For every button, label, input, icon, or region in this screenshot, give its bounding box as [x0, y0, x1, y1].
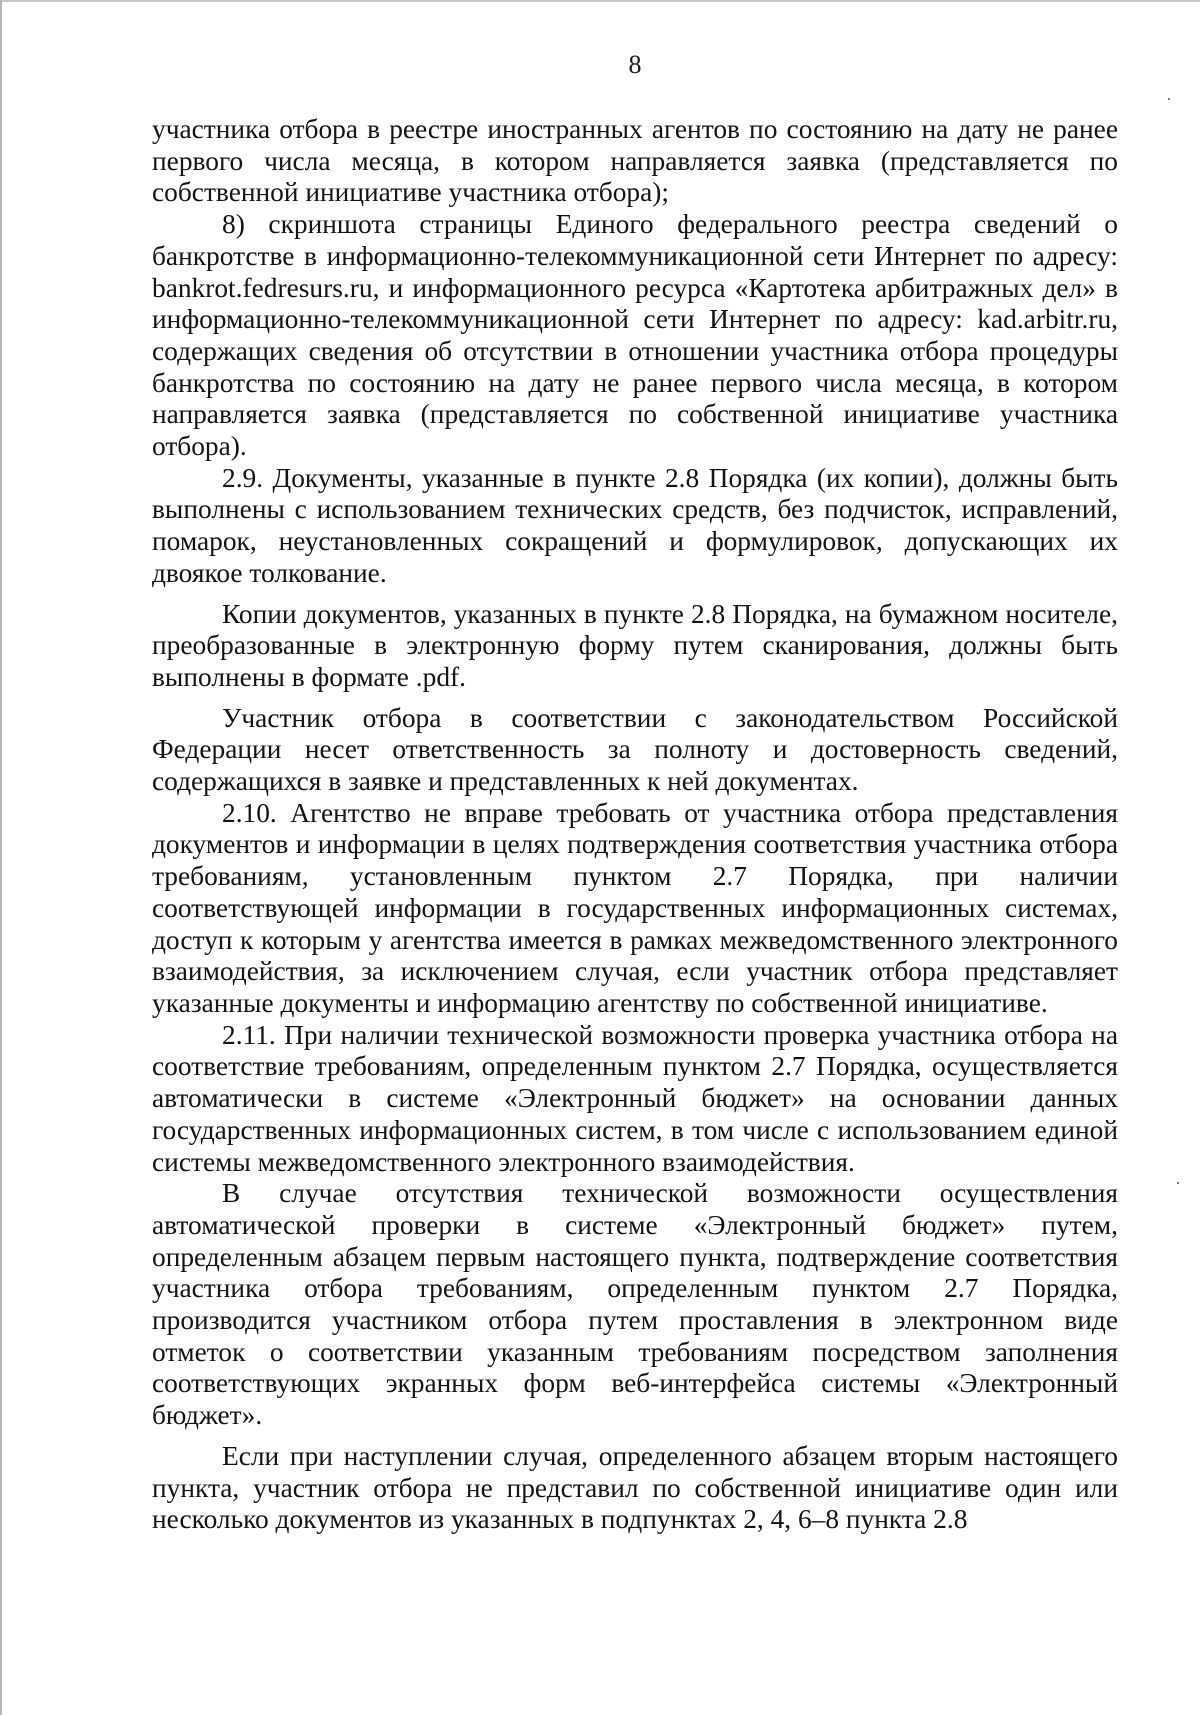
paragraph-copies: Копии документов, указанных в пункте 2.8 Порядка, на бумажном носителе, преобразованные в электронную форму путем сканирования, должны быть выполнены в формате .pdf. — [152, 598, 1118, 692]
scan-edge-left — [0, 0, 2, 1715]
paragraph-no-technical-possibility: В случае отсутствия технической возможности осуществления автоматической проверки в системе «Электронный бюджет» путем, определенным абзацем первым настоящего пункта, подтверждение соответствия участника отбора требованиям, определенным пунктом 2.7 Порядка, производится участником отбора путем проставления в электронном виде отметок о соответствии указанным требованиям посредством заполнения соответствующих экранных форм веб-интерфейса системы «Электронный бюджет». — [152, 1178, 1118, 1431]
paragraph-continuation: участника отбора в реестре иностранных агентов по состоянию на дату не ранее первого числа месяца, в котором направляется заявка (представляется по собственной инициативе участника отбора); — [152, 114, 1118, 208]
paragraph-responsibility: Участник отбора в соответствии с законодательством Российской Федерации несет ответственность за полноту и достоверность сведений, содержащихся в заявке и представленных к ней документах. — [152, 702, 1118, 797]
paragraph-2-11: 2.11. При наличии технической возможности проверка участника отбора на соответствие требованиям, определенным пунктом 2.7 Порядка, осуществляется автоматически в системе «Электронный бюджет» на основании данных государственных информационных систем, в том числе с использованием единой системы межведомственного электронного взаимодействия. — [152, 1019, 1118, 1177]
scan-edge-top — [0, 0, 1200, 2]
page-number: 8 — [628, 50, 642, 79]
scan-speck — [1168, 98, 1170, 100]
paragraph-if-not-submitted: Если при наступлении случая, определенного абзацем вторым настоящего пункта, участник отбора не представил по собственной инициативе один или несколько документов из указанных в подпунктах 2, 4, 6–8 пункта 2.8 — [152, 1440, 1118, 1535]
paragraph-2-10: 2.10. Агентство не вправе требовать от участника отбора представления документов и информации в целях подтверждения соответствия участника отбора требованиям, установленным пунктом 2.7 Порядка, при наличии соответствующей информации в государственных информационных системах, доступ к которым у агентства имеется в рамках межведомственного электронного взаимодействия, за исключением случая, если участник отбора представляет указанные документы и информацию агентству по собственной инициативе. — [152, 797, 1118, 1018]
paragraph-item-8: 8) скриншота страницы Единого федерального реестра сведений о банкротстве в информационно-телекоммуникационной сети Интернет по адресу: bankrot.fedresurs.ru, и информационного ресурса «Картотека арбитражных дел» в информационно-телекоммуникационной сети Интернет по адресу: kad.arbitr.ru, содержащих сведения об отсутствии в отношении участника отбора процедуры банкротства по состоянию на дату не ранее первого числа месяца, в котором направляется заявка (представляется по собственной инициативе участника отбора). — [152, 209, 1118, 462]
paragraph-2-9: 2.9. Документы, указанные в пункте 2.8 Порядка (их копии), должны быть выполнены с использованием технических средств, без подчисток, исправлений, помарок, неустановленных сокращений и формулировок, допускающих их двоякое толкование. — [152, 462, 1118, 588]
scan-speck — [1177, 1182, 1179, 1184]
document-body — [152, 114, 1118, 1536]
